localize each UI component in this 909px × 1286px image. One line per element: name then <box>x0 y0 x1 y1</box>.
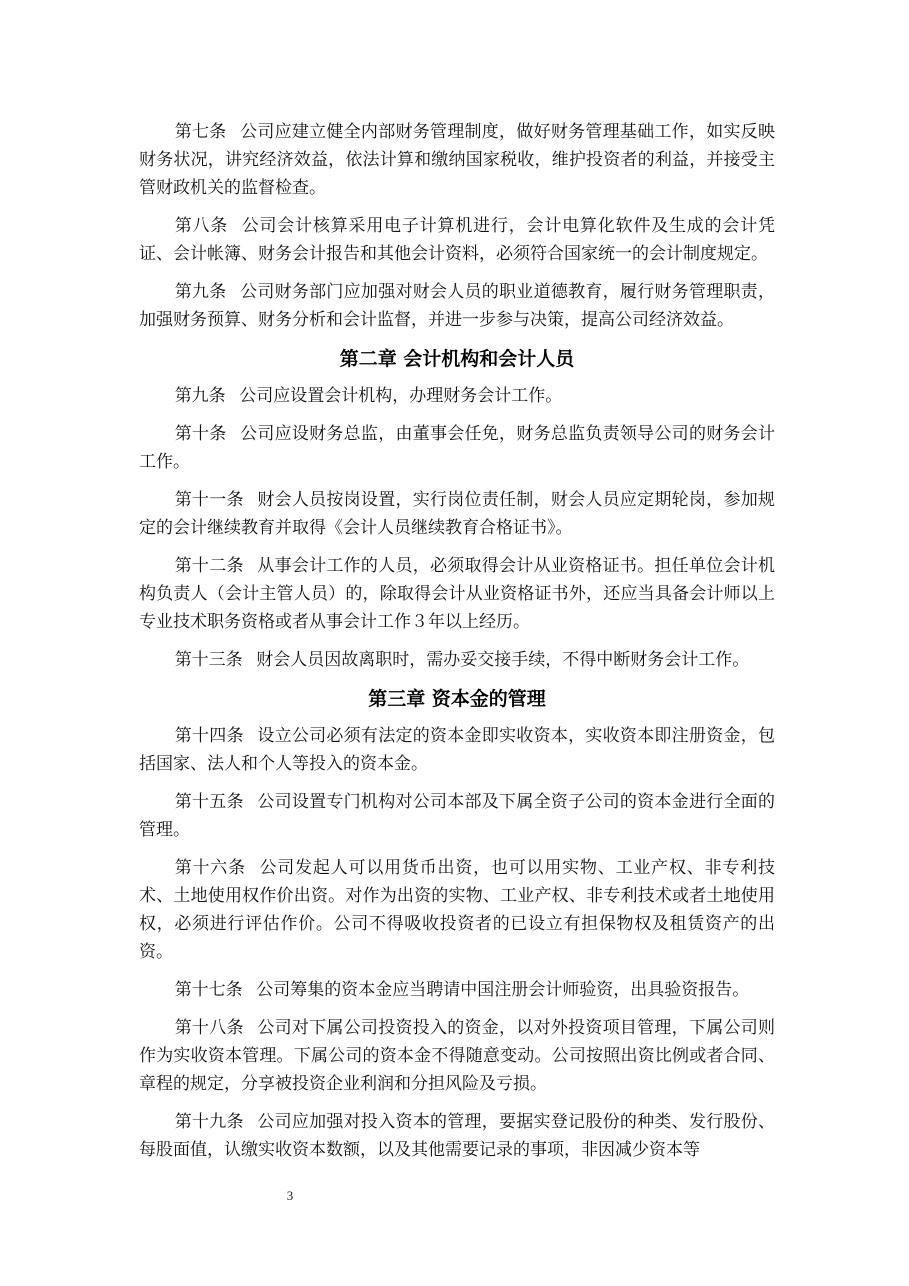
article-paragraph <box>139 1108 775 1164</box>
article-number: 第八条 <box>174 216 229 236</box>
article-paragraph <box>139 212 775 268</box>
article-paragraph <box>139 722 775 778</box>
article-text: 公司应设财务总监，由董事会任免，财务总监负责领导公司的财务会计工作。 <box>139 424 776 472</box>
article-number: 第十七条 <box>174 980 243 1000</box>
article-paragraph <box>139 976 775 1004</box>
article-number: 第九条 <box>174 386 226 406</box>
chapter-heading: 第三章 资本金的管理 <box>368 688 546 710</box>
article-number: 第七条 <box>174 122 227 142</box>
article-paragraph <box>139 788 775 844</box>
article-number: 第十八条 <box>174 1018 244 1038</box>
article-text: 公司对下属公司投资投入的资金，以对外投资项目管理，下属公司则作为实收资本管理。下属公司的资本金不得随意变动。公司按照出资比例或者合同、章程的规定，分享被投资企业利润和分担风险及亏损。 <box>139 1018 776 1094</box>
article-text: 公司应设置会计机构，办理财务会计工作。 <box>239 386 563 406</box>
article-paragraph <box>139 854 775 966</box>
article-paragraph <box>139 486 775 542</box>
page-number: 3 <box>286 1188 294 1203</box>
article-paragraph <box>139 552 775 636</box>
article-number: 第十条 <box>174 424 227 444</box>
article-text: 财会人员因故离职时，需办妥交接手续，不得中断财务会计工作。 <box>256 650 750 670</box>
article-text: 公司应加强对投入资本的管理，要据实登记股份的种类、发行股份、每股面值，认缴实收资本数额，以及其他需要记录的事项，非因减少资本等 <box>139 1112 776 1160</box>
article-number: 第十一条 <box>174 490 244 510</box>
article-number: 第十四条 <box>174 726 244 746</box>
article-text: 公司发起人可以用货币出资，也可以用实物、工业产权、非专利技术、土地使用权作价出资。对作为出资的实物、工业产权、非专利技术或者土地使用权，必须进行评估作价。公司不得吸收投资者的已设立有担保物权及租赁资产的出资。 <box>139 858 776 962</box>
article-paragraph <box>139 1014 775 1098</box>
article-text: 公司筹集的资本金应当聘请中国注册会计师验资，出具验资报告。 <box>256 980 750 1000</box>
article-paragraph <box>139 646 775 674</box>
article-text: 财会人员按岗设置，实行岗位责任制，财会人员应定期轮岗，参加规定的会计继续教育并取得《会计人员继续教育合格证书》。 <box>139 490 776 538</box>
article-text: 公司财务部门应加强对财会人员的职业道德教育，履行财务管理职责，加强财务预算、财务分析和会计监督，并进一步参与决策，提高公司经济效益。 <box>139 282 776 330</box>
article-text: 公司应建立健全内部财务管理制度，做好财务管理基础工作，如实反映财务状况，讲究经济效益，依法计算和缴纳国家税收，维护投资者的利益，并接受主管财政机关的监督检查。 <box>139 122 776 198</box>
article-text: 公司会计核算采用电子计算机进行，会计电算化软件及生成的会计凭证、会计帐簿、财务会计报告和其他会计资料，必须符合国家统一的会计制度规定。 <box>139 216 776 264</box>
article-paragraph <box>139 420 775 476</box>
chapter-heading: 第二章 会计机构和会计人员 <box>339 348 575 370</box>
article-text: 设立公司必须有法定的资本金即实收资本，实收资本即注册资金，包括国家、法人和个人等投入的资本金。 <box>139 726 776 774</box>
article-number: 第十九条 <box>174 1112 244 1132</box>
article-text: 公司设置专门机构对公司本部及下属全资子公司的资本金进行全面的管理。 <box>139 792 776 840</box>
article-number: 第十二条 <box>174 556 244 576</box>
article-paragraph <box>139 382 775 410</box>
article-number: 第十五条 <box>174 792 244 812</box>
article-text: 从事会计工作的人员，必须取得会计从业资格证书。担任单位会计机构负责人（会计主管人员）的，除取得会计从业资格证书外，还应当具备会计师以上专业技术职务资格或者从事会计工作３年以上经历。 <box>139 556 776 632</box>
document-body <box>139 118 775 1174</box>
article-number: 第十三条 <box>174 650 243 670</box>
article-number: 第九条 <box>174 282 227 302</box>
article-number: 第十六条 <box>174 858 246 878</box>
article-paragraph <box>139 278 775 334</box>
article-paragraph <box>139 118 775 202</box>
